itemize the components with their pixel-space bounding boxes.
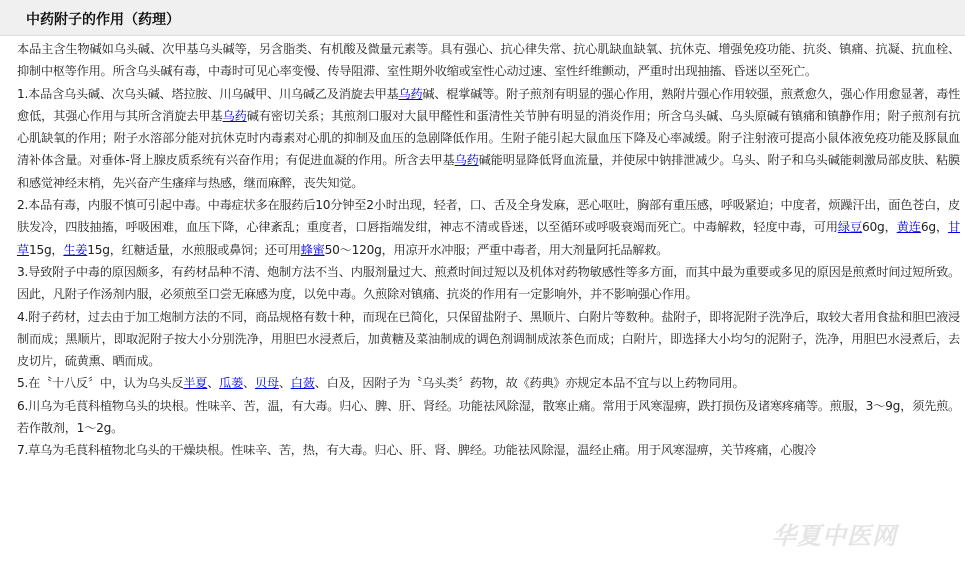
paragraph-6 [17, 372, 960, 394]
herb-link[interactable]: 乌药 [398, 86, 423, 101]
herb-link[interactable]: 贝母 [254, 376, 279, 391]
paragraph-text: 4.附子药材，过去由于加工炮制方法的不同，商品规格有数十种，而现在已简化，只保留盐附子、黑顺片、白附片等数种。盐附子，即将泥附子洗净后，取较大者用食盐和胆巴液浸制而成；黑顺片，即取泥附子按大小分别洗净，用胆巴水浸煮后，加黄糖及菜油制成的调色剂调制成浓茶色而成；白附片，即选择大小均匀的泥附子，洗净，用胆巴水浸煮后，去皮切片，硫黄熏、晒而成。 [17, 309, 960, 369]
paragraph-text: 2.本品有毒，内服不慎可引起中毒。中毒症状多在服药后10分钟至2小时出现，轻者，口、舌及全身发麻，恶心呕吐，胸部有重压感，呼吸紧迫；中度者，烦躁汗出，面色苍白，皮肤发冷，四肢抽搐，呼吸困难，血压下降，心律紊乱；重度者，口唇指端发绀，神志不清或昏迷，以至循环或呼吸衰竭而死亡。中毒解救，轻度中毒，可用 [17, 198, 960, 235]
paragraph-text: 、 [278, 376, 291, 391]
herb-link[interactable]: 半夏 [183, 376, 208, 391]
herb-link[interactable]: 甘草 [17, 220, 961, 257]
paragraph-text: 6.川乌为毛茛科植物乌头的块根。性味辛、苦，温，有大毒。归心、脾、肝、肾经。功能祛风除湿，散寒止痛。常用于风寒湿痹，跌打损伤及诸寒疼痛等。煎服，3～9g，须先煎。若作散剂，1～2g。 [17, 398, 960, 436]
paragraph-text: 60g， [862, 220, 897, 235]
paragraph-text: 5.在〝十八反〞中，认为乌头反 [17, 376, 184, 391]
herb-link[interactable]: 瓜蒌 [219, 376, 244, 391]
paragraph-text: 6g， [920, 220, 949, 235]
site-watermark: 华夏中医网 [772, 522, 897, 550]
paragraph-7 [17, 395, 960, 440]
herb-link[interactable]: 绿豆 [837, 220, 863, 235]
herb-link[interactable]: 蜂蜜 [300, 242, 325, 257]
paragraph-text: 、白及，因附子为〝乌头类〞药物，故《药典》亦规定本品不宜与以上药物同用。 [314, 376, 745, 391]
article-body [17, 38, 960, 462]
paragraph-text: 15g， [28, 242, 64, 257]
paragraph-text: 15g，红糖适量，水煎服或鼻饲；还可用 [87, 242, 301, 257]
paragraph-text: 7.草乌为毛茛科植物北乌头的干燥块根。性味辛、苦，热，有大毒。归心、肝、肾、脾经。功能祛风除湿，温经止痛。用于风寒湿痹，关节疼痛，心腹冷 [17, 443, 817, 458]
paragraph-text: 本品主含生物碱如乌头碱、次甲基乌头碱等，另含脂类、有机酸及微量元素等。具有强心、抗心律失常、抗心肌缺血缺氧、抗休克、增强免疫功能、抗炎、镇痛、抗凝、抗血栓、抑制中枢等作用。所含乌头碱有毒，中毒时可见心率变慢、传导阻滞、室性期外收缩或室性心动过速、室性纤维颤动，严重时出现抽搐、昏迷以至死亡。 [17, 42, 960, 79]
paragraph-1 [17, 38, 960, 83]
paragraph-2 [17, 83, 960, 194]
paragraph-5 [17, 306, 960, 373]
title-bar [0, 0, 965, 36]
herb-link[interactable]: 乌药 [454, 153, 479, 168]
herb-link[interactable]: 生姜 [63, 242, 88, 257]
paragraph-text: 1.本品含乌头碱、次乌头碱、塔拉胺、川乌碱甲、川乌碱乙及消旋去甲基 [17, 86, 399, 101]
paragraph-text: 50～120g，用凉开水冲服；严重中毒者，用大剂量阿托品解救。 [324, 242, 669, 257]
paragraph-text: 碱能明显降低肾血流量，并使尿中钠排泄减少。乌头、附子和乌头碱能刺激局部皮肤、粘膜和感觉神经末梢，先兴奋产生瘙痒与热感，继而麻醉，丧失知觉。 [17, 153, 960, 190]
paragraph-4 [17, 261, 960, 306]
paragraph-text: 、 [207, 376, 220, 391]
paragraph-text: 碱有密切关系；其煎剂口服对大鼠甲醛性和蛋清性关节肿有明显的消炎作用；所含乌头碱、乌头原碱有镇痛和镇静作用；附子煎剂有抗心肌缺氧的作用；附子水溶部分能对抗休克时内毒素对心肌的抑制及血压的急剧降低作用。生附子能引起大鼠血压下降及心率减缓。附子注射液可提高小鼠体液免疫功能及豚鼠血清补体含量。对垂体-肾上腺皮质系统有兴奋作用；有促进血凝的作用。所含去甲基 [17, 108, 961, 168]
herb-link[interactable]: 黄连 [896, 220, 921, 235]
paragraph-text: 3.导致附子中毒的原因颇多，有药材品种不清、炮制方法不当、内服剂量过大、煎煮时间过短以及机体对药物敏感性等多方面，而其中最为重要或多见的原因是煎煮时间过短所致。因此，凡附子作汤剂内服，必须煎至口尝无麻感为度，以免中毒。久煎除对镇痛、抗炎的作用有一定影响外，并不影响强心作用。 [17, 264, 960, 302]
herb-link[interactable]: 白蔹 [290, 376, 315, 391]
herb-link[interactable]: 乌药 [222, 108, 247, 123]
paragraph-3 [17, 194, 960, 261]
paragraph-text: 碱、棍掌碱等。附子煎剂有明显的强心作用，熟附片强心作用较强，煎煮愈久，强心作用愈显著，毒性愈低，其强心作用与其所含消旋去甲基 [17, 86, 961, 123]
paragraph-8 [17, 439, 960, 461]
page-title: 中药附子的作用（药理） [26, 12, 180, 28]
paragraph-text: 、 [243, 376, 255, 391]
